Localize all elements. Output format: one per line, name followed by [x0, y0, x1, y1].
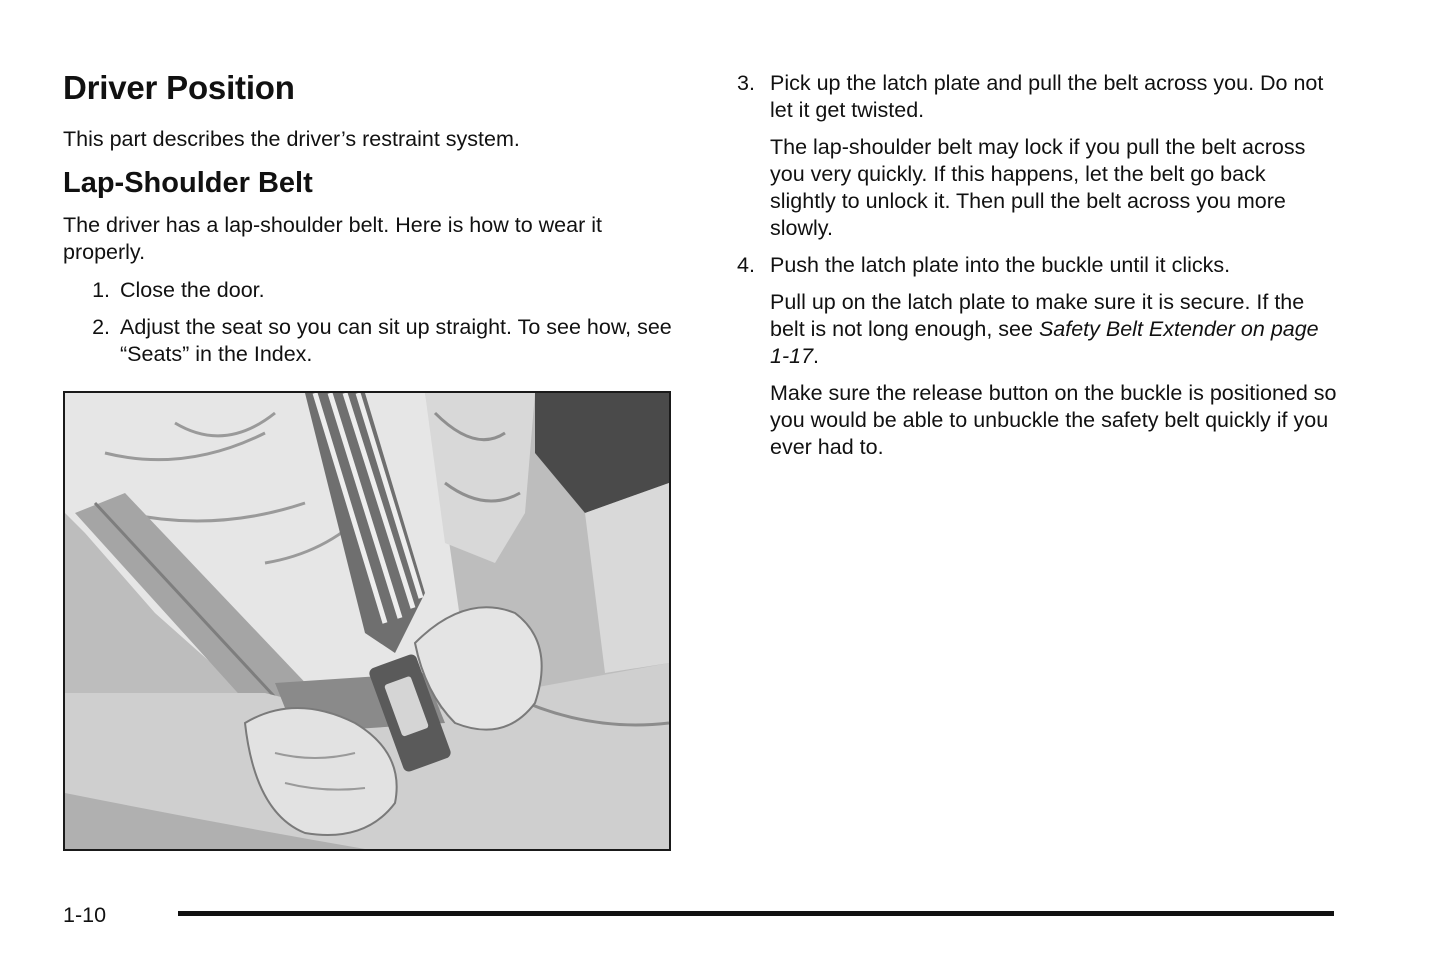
steps-list-right-2 [737, 252, 1337, 279]
step-number: 1. [92, 278, 110, 302]
step-text: Pick up the latch plate and pull the belt across you. Do not let it get twisted. [770, 71, 1324, 122]
step-text: Adjust the seat so you can sit up straight. To see how, see “Seats” in the Index. [120, 315, 672, 366]
footer-divider [178, 911, 1334, 916]
step4-note-1-suffix: . [813, 344, 820, 368]
intro-paragraph: This part describes the driver’s restraint system. [63, 127, 520, 151]
seatbelt-illustration [63, 391, 671, 851]
page-title: Driver Position [63, 69, 295, 106]
section-title: Lap-Shoulder Belt [63, 167, 313, 199]
list-item [63, 277, 673, 304]
section-intro-paragraph: The driver has a lap-shoulder belt. Here is how to wear it properly. [63, 213, 602, 264]
step-number: 4. [737, 253, 755, 277]
step-number: 3. [737, 71, 755, 95]
step4-note-1 [770, 289, 1337, 370]
step-text: Push the latch plate into the buckle until it clicks. [770, 253, 1231, 277]
steps-list-left [63, 277, 673, 368]
list-item [737, 70, 1337, 124]
right-column [737, 70, 1337, 471]
cross-reference-link[interactable]: Safety Belt Extender on page 1-17 [770, 317, 1319, 368]
list-item [737, 252, 1337, 279]
step4-note-2: Make sure the release button on the buckle is positioned so you would be able to unbuckle the safety belt quickly if you ever had to. [770, 381, 1337, 459]
step3-note: The lap-shoulder belt may lock if you pull the belt across you very quickly. If this happens, let the belt go back slightly to unlock it. Then pull the belt across you more slowly. [770, 135, 1306, 240]
step4-note-1-prefix: Pull up on the latch plate to make sure it is secure. If the belt is not long enough, see [770, 290, 1305, 341]
step-number: 2. [92, 315, 110, 339]
step-text: Close the door. [120, 278, 265, 302]
list-item [63, 314, 673, 368]
steps-list-right [737, 70, 1337, 124]
left-column [63, 66, 673, 378]
page-number: 1-10 [63, 903, 107, 927]
